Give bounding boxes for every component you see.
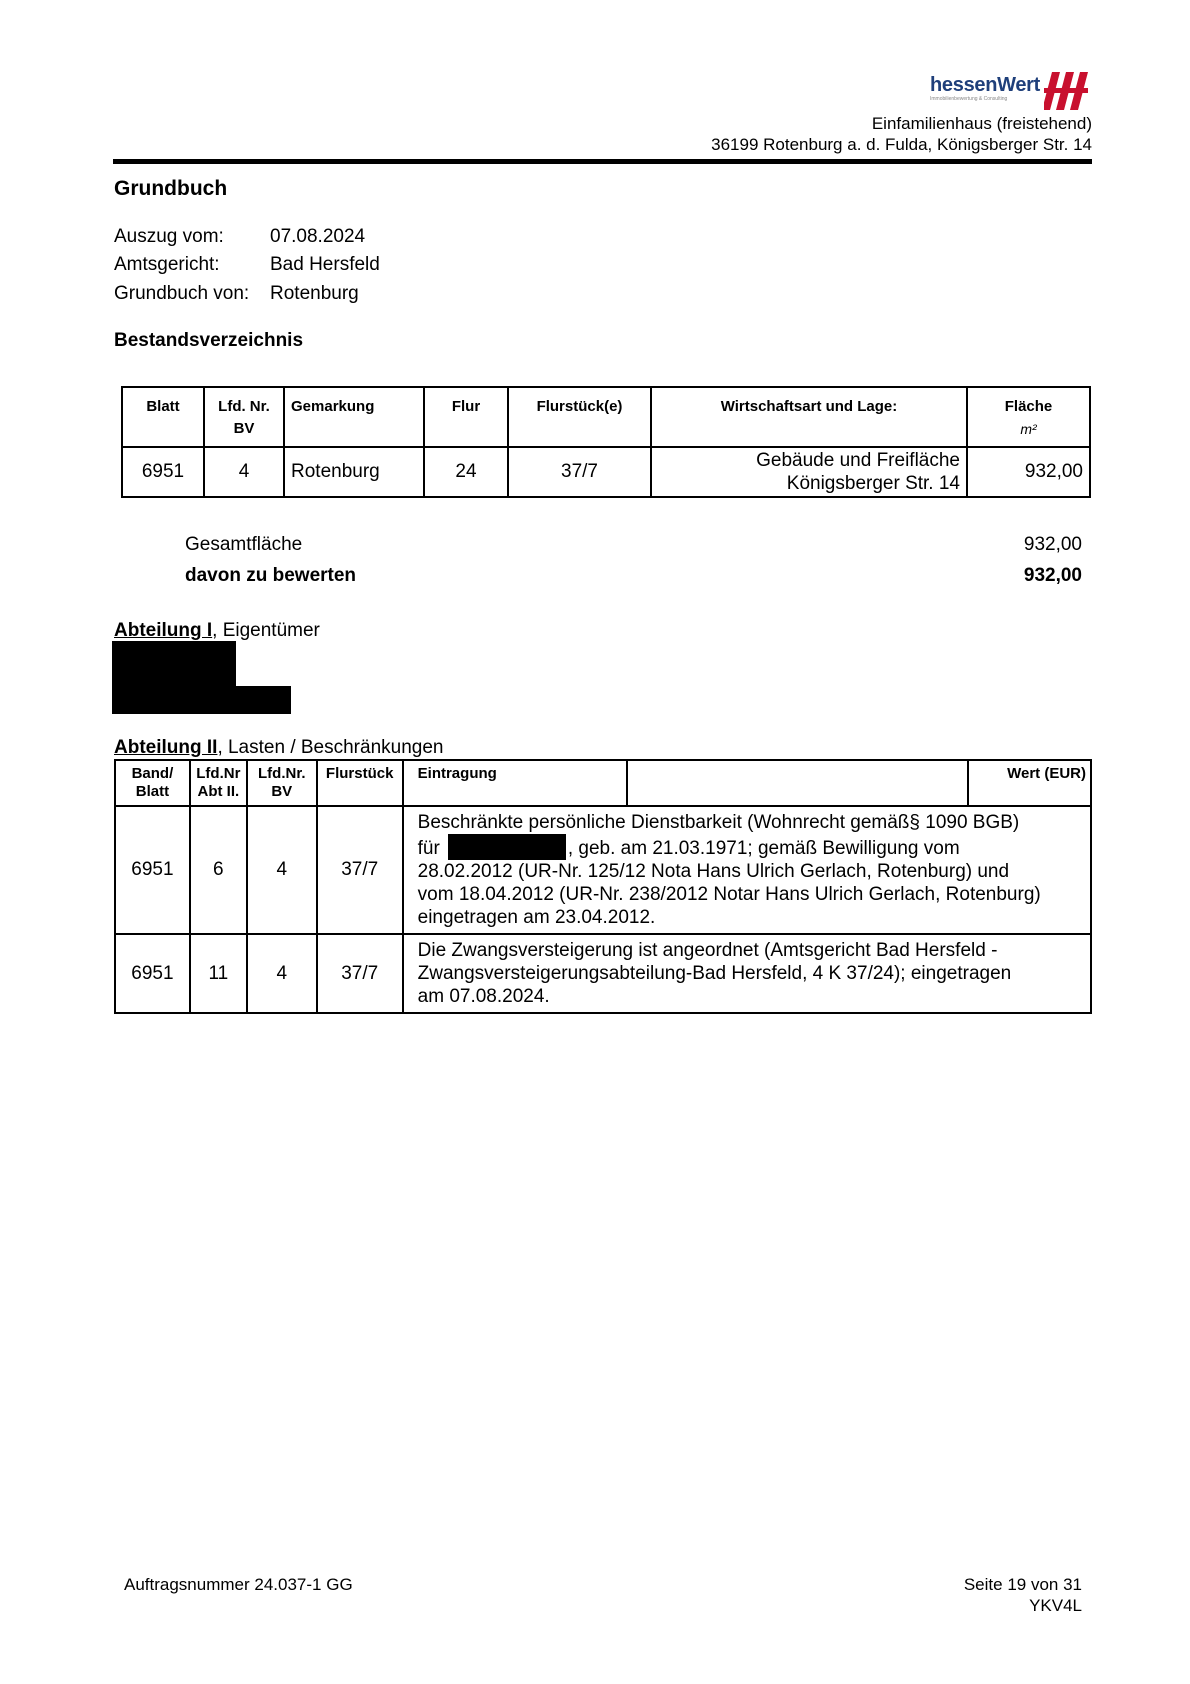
header-object-type: Einfamilienhaus (freistehend) (871, 114, 1092, 133)
col-flaeche (967, 387, 1090, 447)
valued-area-value: 932,00 (1023, 565, 1082, 586)
redaction-box (448, 834, 566, 860)
footer-page-number: Seite 19 von 31 (963, 1575, 1082, 1594)
cell-flurstueck: 37/7 (508, 447, 651, 497)
logo-text: hessenWert (930, 74, 1041, 96)
cell-lfd-abt: 6 (190, 806, 247, 934)
redaction-box (112, 686, 291, 714)
col-gemarkung: Gemarkung (284, 387, 424, 447)
abteilung2-header-row (115, 760, 1091, 806)
cell-flaeche: 932,00 (967, 447, 1090, 497)
entry-line: eingetragen am 23.04.2012. (417, 907, 656, 928)
logo-subtitle: Immobilienbewertung & Consulting (930, 96, 1008, 102)
abteilung2-heading (114, 737, 443, 759)
table-row (122, 447, 1090, 497)
table-row (115, 806, 1091, 934)
cell-wirtschaftsart (651, 447, 967, 497)
col-empty (627, 760, 968, 806)
cell-flurstueck: 37/7 (317, 806, 403, 934)
bestand-heading: Bestandsverzeichnis (114, 330, 304, 351)
meta-label-amtsgericht: Amtsgericht: (114, 254, 220, 275)
cell-eintragung (403, 934, 1091, 1013)
cell-flurstueck: 37/7 (317, 934, 403, 1013)
col-flaeche-unit: m² (1020, 421, 1037, 437)
entry-line: , geb. am 21.03.1971; gemäß Bewilligung vom (567, 838, 960, 859)
cell-wirtschaftsart-line1: Gebäude und Freifläche (756, 450, 960, 471)
entry-line: Zwangsversteigerungsabteilung-Bad Hersfeld, 4 K 37/24); eingetragen (417, 963, 1012, 984)
meta-value-grundbuch: Rotenburg (270, 283, 359, 304)
entry-line: 28.02.2012 (UR-Nr. 125/12 Nota Hans Ulrich Gerlach, Rotenburg) und (417, 861, 1010, 882)
col-eintragung: Eintragung (403, 760, 628, 806)
cell-lfd-nr: 4 (204, 447, 284, 497)
abteilung1-heading-bold: Abteilung I (114, 620, 213, 641)
entry-line: vom 18.04.2012 (UR-Nr. 238/2012 Notar Hans Ulrich Gerlach, Rotenburg) (417, 884, 1041, 905)
meta-value-amtsgericht: Bad Hersfeld (270, 254, 380, 275)
col-flur: Flur (424, 387, 508, 447)
header-rule (113, 159, 1092, 164)
col-lfd-abt-sub: Abt II. (197, 783, 240, 800)
col-lfd-bv (247, 760, 317, 806)
total-area-label: Gesamtfläche (185, 534, 303, 555)
col-lfd-abt-label: Lfd.Nr (196, 765, 241, 782)
col-lfd-bv-sub: BV (271, 783, 293, 800)
header-address: 36199 Rotenburg a. d. Fulda, Königsberger Str. 14 (711, 135, 1092, 154)
cell-flur: 24 (424, 447, 508, 497)
page-title: Grundbuch (114, 177, 228, 200)
bestand-table (121, 386, 1091, 498)
entry-line: Die Zwangsversteigerung ist angeordnet (Amtsgericht Bad Hersfeld - (417, 940, 998, 961)
cell-blatt: 6951 (115, 934, 190, 1013)
col-lfd-bv-label: Lfd.Nr. (258, 765, 306, 782)
abteilung1-heading-rest: , Eigentümer (212, 620, 320, 641)
abteilung2-table (114, 759, 1092, 1014)
col-flurstueck: Flurstück (317, 760, 403, 806)
entry-line: am 07.08.2024. (417, 986, 550, 1007)
entry-line: für (417, 838, 440, 859)
col-lfd-abt (190, 760, 247, 806)
company-logo (930, 72, 1090, 112)
total-area-value: 932,00 (1023, 534, 1082, 555)
col-band-blatt (115, 760, 190, 806)
cell-lfd-bv: 4 (247, 934, 317, 1013)
entry-line: Beschränkte persönliche Dienstbarkeit (Wohnrecht gemäß§ 1090 BGB) (417, 812, 1020, 833)
abteilung2-heading-bold: Abteilung II (114, 737, 218, 758)
cell-lfd-abt: 11 (190, 934, 247, 1013)
meta-value-auszug: 07.08.2024 (270, 226, 366, 247)
valued-area-label: davon zu bewerten (185, 565, 357, 586)
footer-code: YKV4L (1029, 1596, 1082, 1615)
col-blatt-label: Blatt (135, 783, 170, 800)
abteilung1-heading (114, 620, 320, 642)
col-lfd-nr-sub: BV (233, 420, 255, 437)
bestand-header-row (122, 387, 1090, 447)
redaction-box (112, 641, 236, 689)
footer-order-number: Auftragsnummer 24.037-1 GG (124, 1575, 353, 1594)
col-blatt: Blatt (122, 387, 204, 447)
cell-lfd-bv: 4 (247, 806, 317, 934)
col-flaeche-label: Fläche (1004, 398, 1053, 415)
abteilung2-heading-rest: , Lasten / Beschränkungen (217, 737, 444, 758)
meta-label-grundbuch: Grundbuch von: (114, 283, 250, 304)
cell-blatt: 6951 (122, 447, 204, 497)
table-row (115, 934, 1091, 1013)
cell-blatt: 6951 (115, 806, 190, 934)
cell-wirtschaftsart-line2: Königsberger Str. 14 (786, 473, 960, 494)
cell-gemarkung: Rotenburg (284, 447, 424, 497)
col-lfd-nr (204, 387, 284, 447)
col-wert: Wert (EUR) (968, 760, 1091, 806)
meta-label-auszug: Auszug vom: (114, 226, 224, 247)
cell-eintragung (403, 806, 1091, 934)
col-lfd-nr-label: Lfd. Nr. (218, 398, 270, 415)
logo-stripes-icon (1044, 72, 1092, 110)
col-flurstueck: Flurstück(e) (508, 387, 651, 447)
col-wirtschaftsart: Wirtschaftsart und Lage: (651, 387, 967, 447)
col-band-label: Band/ (131, 765, 174, 782)
